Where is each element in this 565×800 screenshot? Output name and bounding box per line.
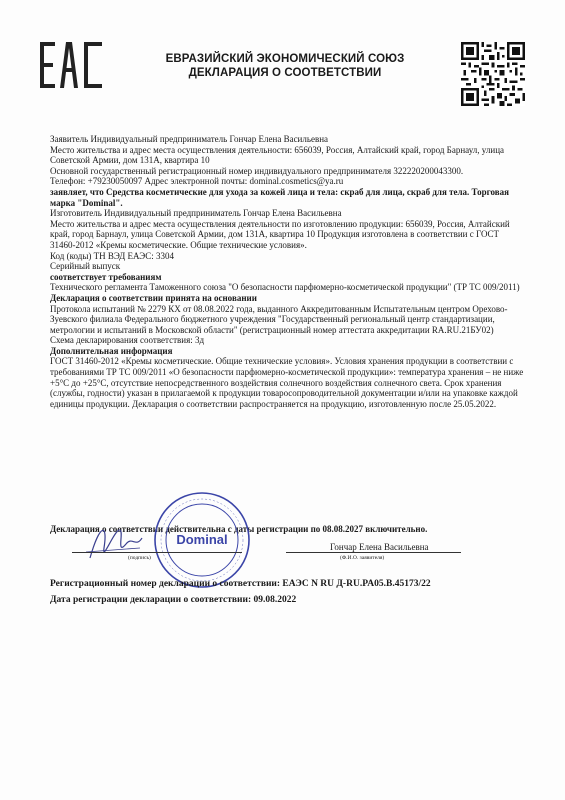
scheme-line: Схема декларирования соответствия: 3д bbox=[50, 335, 205, 346]
tnved-code: Код (коды) ТН ВЭД ЕАЭС: 3304 bbox=[50, 250, 174, 261]
eac-logo bbox=[40, 42, 102, 88]
applicant-line: Заявитель Индивидуальный предприниматель Гончар Елена Васильевна bbox=[50, 134, 329, 144]
registration-block bbox=[50, 576, 526, 608]
seal-text: Dominal bbox=[176, 532, 228, 547]
registration-number: Регистрационный номер декларации о соответствии: ЕАЭС N RU Д-RU.PA05.B.45173/22 bbox=[50, 579, 431, 589]
declaration-body bbox=[50, 134, 526, 409]
conforms-heading: соответствует требованиям bbox=[50, 271, 162, 282]
applicant-address: Место жительства и адрес места осуществления деятельности: 656039, Россия, Алтайский край, город Барнаул, улица Советской Армии, дом 131А, квартира 10 bbox=[50, 144, 505, 166]
additional-text: ГОСТ 31460-2012 «Кремы косметические. Общие технические условия». Условия хранения продукции в соответствии с требованиями ТР ТС 009/2011 «О безопасности парфюмерно-косметической продукции»: температура хранения – не ниже +5°С до +25°С, отсутствие непосредственного воздействия солнечного воздействия солнечного света. Срок хранения (службы, годности) указан в прилагаемой к продукции товаросопроводительной документации и/или на упаковке каждой единицы продукции. Декларация о соответствии распространяется на продукцию, изготовленную после 25.05.2022. bbox=[50, 356, 524, 409]
signature-line bbox=[72, 552, 242, 553]
seal-stamp-icon bbox=[152, 490, 252, 590]
name-line bbox=[286, 552, 461, 553]
declares-line: заявляет, что Средства косметические для ухода за кожей лица и тела: скраб для лица, скраб для тела. Торговая марка "Dominal". bbox=[50, 186, 510, 208]
qr-code-icon[interactable] bbox=[461, 42, 525, 106]
manufacturer-line: Изготовитель Индивидуальный предприниматель Гончар Елена Васильевна bbox=[50, 208, 342, 219]
manufacturer-address: Место жительства и адрес места осуществления деятельности по изготовлению продукции: 656039, Россия, Алтайский край, город Барнаул, улица Советской Армии, дом 131А, квартира 10 Продукция изготовлена в соответствии с ГОСТ 31460-2012 «Кремы косметические. Общие технические условия». bbox=[50, 218, 510, 250]
basis-text: Протокола испытаний № 2279 КХ от 08.08.2022 года, выданного Аккредитованным Испытательным центром Орехово-Зуевского филиала Федерального бюджетного учреждения "Государственный региональный центр стандартизации, метрологии и испытаний в Московской области" (регистрационный номер аттестата аккредитации RA.RU.21БУ02) bbox=[50, 303, 508, 335]
union-title: ЕВРАЗИЙСКИЙ ЭКОНОМИЧЕСКИЙ СОЮЗ bbox=[165, 53, 405, 65]
ogrn-line: Основной государственный регистрационный номер индивидуального предпринимателя 322220200043300. bbox=[50, 165, 464, 176]
document-title: ДЕКЛАРАЦИЯ О СООТВЕТСТВИИ bbox=[188, 67, 382, 79]
document-header bbox=[120, 52, 450, 80]
name-caption: (Ф.И.О. заявителя) bbox=[340, 555, 385, 561]
basis-heading: Декларация о соответствии принята на основании bbox=[50, 292, 257, 303]
conforms-text: Технического регламента Таможенного союза "О безопасности парфюмерно-косметической продукции" (ТР ТС 009/2011) bbox=[50, 282, 520, 293]
serial-release: Серийный выпуск bbox=[50, 261, 121, 272]
contact-line: Телефон: +79230050097 Адрес электронной почты: dominal.cosmetics@ya.ru bbox=[50, 176, 344, 187]
additional-heading: Дополнительная информация bbox=[50, 345, 173, 356]
registration-date: Дата регистрации декларации о соответствии: 09.08.2022 bbox=[50, 595, 297, 605]
signature-caption: (подпись) bbox=[128, 555, 151, 561]
validity-line: Декларация о соответствии действительна с даты регистрации по 08.08.2027 включительно. bbox=[50, 524, 428, 534]
signer-name: Гончар Елена Васильевна bbox=[330, 542, 429, 552]
